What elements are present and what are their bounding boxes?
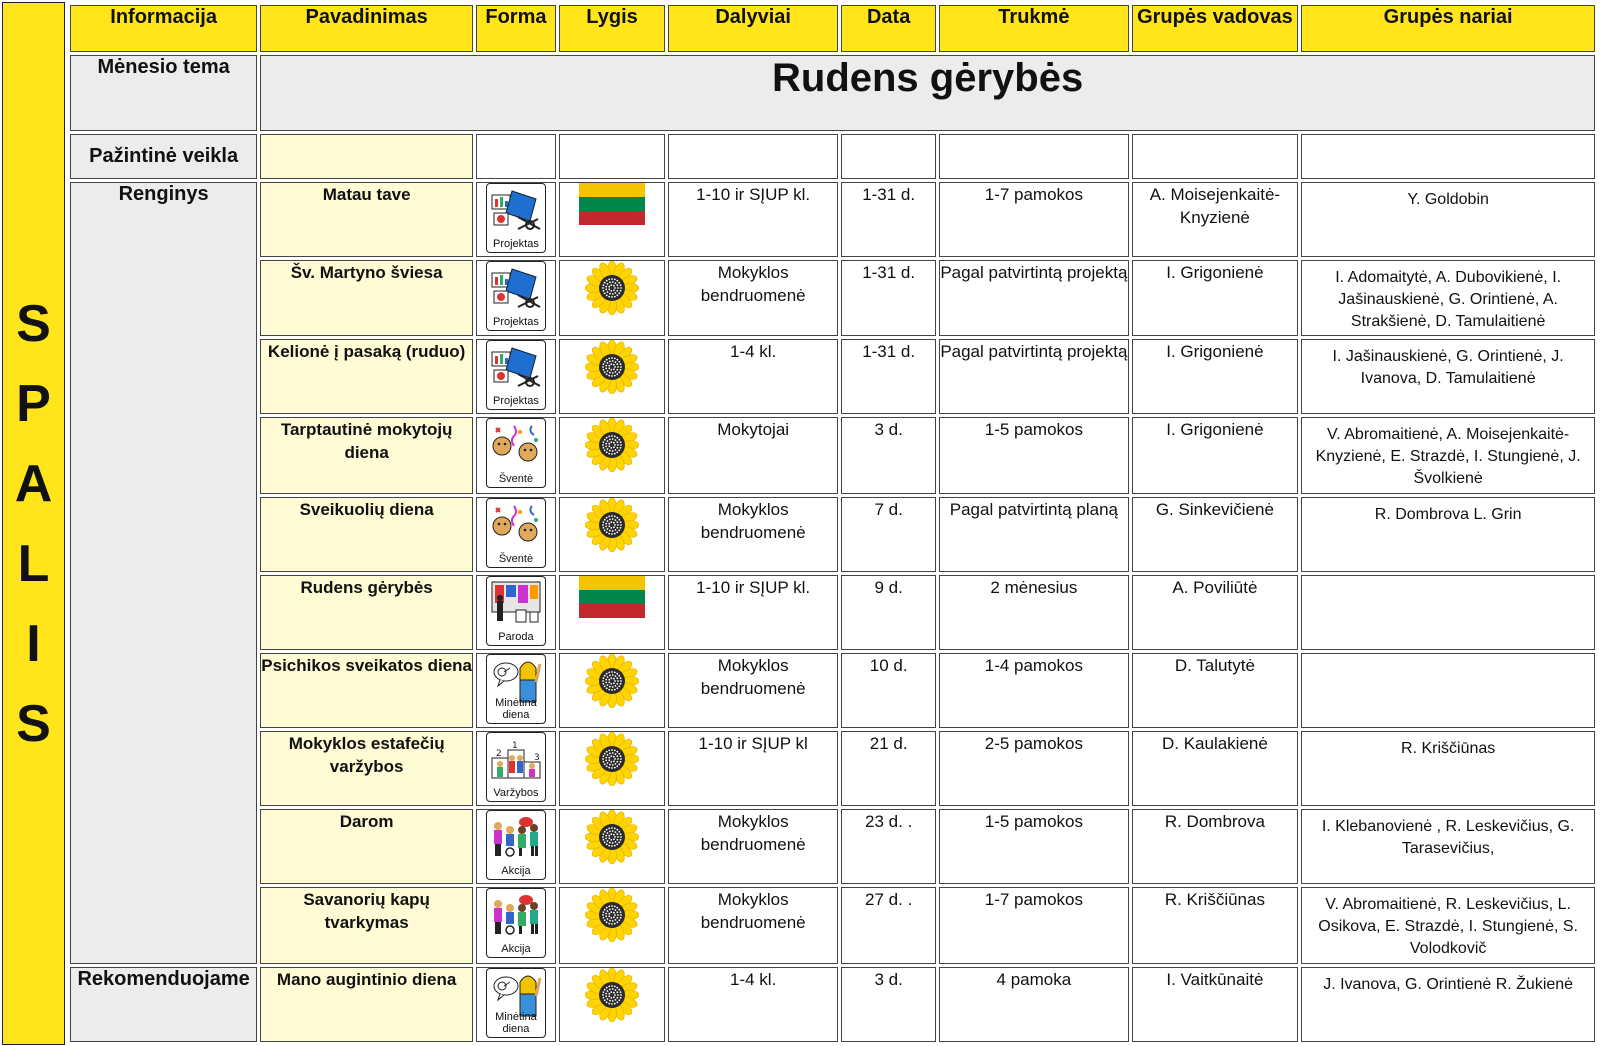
cognitive-name-cell bbox=[260, 134, 473, 179]
participants: Mokyklos bendruomenė bbox=[668, 497, 838, 572]
form-caption: Projektas bbox=[493, 237, 539, 250]
participants: 1-10 ir SĮUP kl bbox=[668, 731, 838, 806]
form-cell bbox=[476, 497, 556, 572]
form-caption: Varžybos bbox=[493, 787, 539, 800]
section-label: Renginys bbox=[70, 182, 257, 964]
sunflower-icon bbox=[585, 302, 639, 319]
form-cell bbox=[476, 260, 556, 336]
group-members: Y. Goldobin bbox=[1301, 182, 1595, 257]
participants: Mokyklos bendruomenė bbox=[668, 887, 838, 963]
month-sidebar bbox=[2, 2, 65, 1045]
form-cell bbox=[476, 809, 556, 884]
sunflower-icon bbox=[585, 381, 639, 398]
event-row bbox=[70, 653, 1595, 728]
participants: 1-10 ir SĮUP kl. bbox=[668, 182, 838, 257]
form-cell bbox=[476, 653, 556, 728]
cognitive-row bbox=[70, 134, 1595, 179]
sunflower-icon bbox=[585, 695, 639, 712]
group-leader: G. Sinkevičienė bbox=[1132, 497, 1299, 572]
event-date: 1-31 d. bbox=[841, 182, 936, 257]
header-pavadinimas: Pavadinimas bbox=[260, 5, 473, 52]
event-date: 27 d. . bbox=[841, 887, 936, 963]
event-date: 1-31 d. bbox=[841, 260, 936, 336]
level-cell bbox=[559, 182, 665, 257]
group-leader: A. Poviliūtė bbox=[1132, 575, 1299, 650]
form-cell bbox=[476, 575, 556, 650]
level-cell bbox=[559, 653, 665, 728]
theme-row bbox=[70, 55, 1595, 130]
theme-label: Mėnesio tema bbox=[70, 55, 257, 130]
exhibition-icon bbox=[486, 576, 546, 646]
participants: 1-10 ir SĮUP kl. bbox=[668, 575, 838, 650]
lithuanian-flag-icon bbox=[579, 576, 645, 618]
event-row bbox=[70, 887, 1595, 963]
event-row bbox=[70, 575, 1595, 650]
form-caption: Akcija bbox=[501, 943, 531, 956]
level-cell bbox=[559, 967, 665, 1042]
duration: Pagal patvirtintą planą bbox=[939, 497, 1128, 572]
duration: 1-4 pamokos bbox=[939, 653, 1128, 728]
event-name: Mokyklos estafečių varžybos bbox=[260, 731, 473, 806]
sunflower-icon bbox=[585, 851, 639, 868]
duration: 2-5 pamokos bbox=[939, 731, 1128, 806]
form-cell bbox=[476, 967, 556, 1042]
header-dalyviai: Dalyviai bbox=[668, 5, 838, 52]
header-row bbox=[70, 5, 1595, 52]
participants: Mokyklos bendruomenė bbox=[668, 653, 838, 728]
activity-plan-table bbox=[67, 2, 1598, 1045]
participants: Mokytojai bbox=[668, 417, 838, 493]
duration: Pagal patvirtintą projektą bbox=[939, 339, 1128, 414]
header-grupes-vadovas: Grupės vadovas bbox=[1132, 5, 1299, 52]
empty-cell bbox=[668, 134, 838, 179]
group-members: I. Jašinauskienė, G. Orintienė, J. Ivanova, D. Tamulaitienė bbox=[1301, 339, 1595, 414]
form-caption: Minėtina diena bbox=[495, 1010, 537, 1035]
group-leader: A. Moisejenkaitė-Knyzienė bbox=[1132, 182, 1299, 257]
project-icon bbox=[486, 261, 546, 331]
event-row bbox=[70, 182, 1595, 257]
event-date: 9 d. bbox=[841, 575, 936, 650]
participants: 1-4 kl. bbox=[668, 967, 838, 1042]
sunflower-icon bbox=[585, 773, 639, 790]
group-members: V. Abromaitienė, R. Leskevičius, L. Osikova, E. Strazdė, I. Stungienė, S. Volodkovič bbox=[1301, 887, 1595, 963]
level-cell bbox=[559, 731, 665, 806]
level-cell bbox=[559, 497, 665, 572]
event-row bbox=[70, 967, 1595, 1042]
sunflower-icon bbox=[585, 539, 639, 556]
event-name: Tarptautinė mokytojų diena bbox=[260, 417, 473, 493]
form-caption: Akcija bbox=[501, 865, 531, 878]
theme-title: Rudens gėrybės bbox=[260, 55, 1595, 130]
month-letter: I bbox=[26, 614, 41, 673]
event-date: 7 d. bbox=[841, 497, 936, 572]
form-cell bbox=[476, 182, 556, 257]
group-members: I. Klebanovienė , R. Leskevičius, G. Tarasevičius, bbox=[1301, 809, 1595, 884]
empty-cell bbox=[559, 134, 665, 179]
duration: 4 pamoka bbox=[939, 967, 1128, 1042]
group-members: J. Ivanova, G. Orintienė R. Žukienė bbox=[1301, 967, 1595, 1042]
duration: 2 mėnesius bbox=[939, 575, 1128, 650]
sunflower-icon bbox=[585, 929, 639, 946]
party-icon bbox=[486, 418, 546, 488]
group-leader: D. Kaulakienė bbox=[1132, 731, 1299, 806]
level-cell bbox=[559, 339, 665, 414]
empty-cell bbox=[476, 134, 556, 179]
group-leader: I. Grigonienė bbox=[1132, 417, 1299, 493]
level-cell bbox=[559, 809, 665, 884]
form-caption: Paroda bbox=[498, 630, 534, 643]
header-lygis: Lygis bbox=[559, 5, 665, 52]
group-members: R. Dombrova L. Grin bbox=[1301, 497, 1595, 572]
project-icon bbox=[486, 340, 546, 410]
form-cell bbox=[476, 887, 556, 963]
event-name: Kelionė į pasaką (ruduo) bbox=[260, 339, 473, 414]
campaign-icon bbox=[486, 888, 546, 958]
svg-text:1: 1 bbox=[511, 741, 518, 752]
level-cell bbox=[559, 417, 665, 493]
event-name: Sveikuolių diena bbox=[260, 497, 473, 572]
header-forma: Forma bbox=[476, 5, 556, 52]
group-members: I. Adomaitytė, A. Dubovikienė, I. Jašinauskienė, G. Orintienė, A. Strakšienė, D. Tamulaitienė bbox=[1301, 260, 1595, 336]
form-cell bbox=[476, 731, 556, 806]
event-row bbox=[70, 417, 1595, 493]
event-date: 3 d. bbox=[841, 417, 936, 493]
participants: Mokyklos bendruomenė bbox=[668, 260, 838, 336]
event-name: Matau tave bbox=[260, 182, 473, 257]
header-data: Data bbox=[841, 5, 936, 52]
event-row bbox=[70, 497, 1595, 572]
month-letter: S bbox=[16, 694, 51, 753]
event-name: Savanorių kapų tvarkymas bbox=[260, 887, 473, 963]
level-cell bbox=[559, 887, 665, 963]
campaign-icon bbox=[486, 810, 546, 880]
group-members bbox=[1301, 653, 1595, 728]
cognitive-label: Pažintinė veikla bbox=[70, 134, 257, 179]
event-name: Rudens gėrybės bbox=[260, 575, 473, 650]
event-name: Šv. Martyno šviesa bbox=[260, 260, 473, 336]
event-name: Mano augintinio diena bbox=[260, 967, 473, 1042]
commemoration-icon bbox=[486, 654, 546, 724]
month-letter: A bbox=[14, 454, 53, 513]
level-cell bbox=[559, 260, 665, 336]
event-row bbox=[70, 809, 1595, 884]
sunflower-icon bbox=[585, 459, 639, 476]
month-letter: L bbox=[17, 534, 50, 593]
header-informacija: Informacija bbox=[70, 5, 257, 52]
event-date: 10 d. bbox=[841, 653, 936, 728]
svg-text:2: 2 bbox=[495, 749, 502, 760]
header-trukme: Trukmė bbox=[939, 5, 1128, 52]
event-date: 21 d. bbox=[841, 731, 936, 806]
sunflower-icon bbox=[585, 1009, 639, 1026]
group-leader: R. Kriščiūnas bbox=[1132, 887, 1299, 963]
event-row bbox=[70, 339, 1595, 414]
project-icon bbox=[486, 183, 546, 253]
event-date: 23 d. . bbox=[841, 809, 936, 884]
section-label: Rekomenduojame bbox=[70, 967, 257, 1042]
duration: 1-7 pamokos bbox=[939, 887, 1128, 963]
form-caption: Minėtina diena bbox=[495, 696, 537, 721]
competition-icon bbox=[486, 732, 546, 802]
duration: Pagal patvirtintą projektą bbox=[939, 260, 1128, 336]
lithuanian-flag-icon bbox=[579, 183, 645, 225]
form-caption: Projektas bbox=[493, 395, 539, 408]
group-leader: I. Grigonienė bbox=[1132, 260, 1299, 336]
level-cell bbox=[559, 575, 665, 650]
group-leader: I. Vaitkūnaitė bbox=[1132, 967, 1299, 1042]
event-row bbox=[70, 731, 1595, 806]
header-grupes-nariai: Grupės nariai bbox=[1301, 5, 1595, 52]
participants: 1-4 kl. bbox=[668, 339, 838, 414]
svg-text:3: 3 bbox=[533, 753, 540, 764]
group-leader: R. Dombrova bbox=[1132, 809, 1299, 884]
duration: 1-5 pamokos bbox=[939, 417, 1128, 493]
form-caption: Šventė bbox=[498, 552, 534, 565]
duration: 1-7 pamokos bbox=[939, 182, 1128, 257]
form-cell bbox=[476, 339, 556, 414]
commemoration-icon bbox=[486, 968, 546, 1038]
event-date: 1-31 d. bbox=[841, 339, 936, 414]
event-date: 3 d. bbox=[841, 967, 936, 1042]
group-members: R. Kriščiūnas bbox=[1301, 731, 1595, 806]
group-leader: I. Grigonienė bbox=[1132, 339, 1299, 414]
empty-cell bbox=[1132, 134, 1299, 179]
group-leader: D. Talutytė bbox=[1132, 653, 1299, 728]
group-members bbox=[1301, 575, 1595, 650]
event-row bbox=[70, 260, 1595, 336]
empty-cell bbox=[939, 134, 1128, 179]
empty-cell bbox=[1301, 134, 1595, 179]
empty-cell bbox=[841, 134, 936, 179]
month-letter: S bbox=[16, 294, 51, 353]
party-icon bbox=[486, 498, 546, 568]
participants: Mokyklos bendruomenė bbox=[668, 809, 838, 884]
event-name: Darom bbox=[260, 809, 473, 884]
duration: 1-5 pamokos bbox=[939, 809, 1128, 884]
month-letter: P bbox=[16, 374, 51, 433]
form-caption: Projektas bbox=[493, 316, 539, 329]
form-cell bbox=[476, 417, 556, 493]
group-members: V. Abromaitienė, A. Moisejenkaitė-Knyzienė, E. Strazdė, I. Stungienė, J. Švolkienė bbox=[1301, 417, 1595, 493]
event-name: Psichikos sveikatos diena bbox=[260, 653, 473, 728]
form-caption: Šventė bbox=[498, 473, 534, 486]
